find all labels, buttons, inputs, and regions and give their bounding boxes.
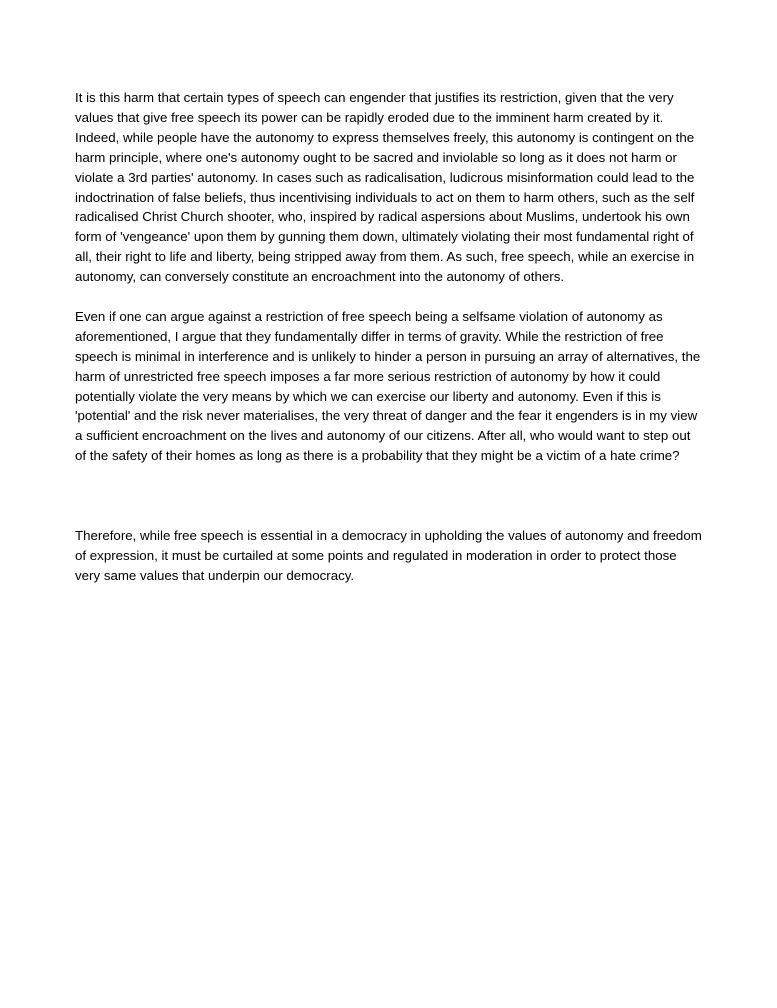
document-body: [75, 88, 702, 586]
paragraph-gravity-counterargument: Even if one can argue against a restriction of free speech being a selfsame violation of autonomy as aforementioned, I argue that they fundamentally differ in terms of gravity. While the restriction of free speech is minimal in interference and is unlikely to hinder a person in pursuing an array of alternatives, the harm of unrestricted free speech imposes a far more serious restriction of autonomy by how it could potentially violate the very means by which we can exercise our liberty and autonomy. Even if this is 'potential' and the risk never materialises, the very threat of danger and the fear it engenders is in my view a sufficient encroachment on the lives and autonomy of our citizens. After all, who would want to step out of the safety of their homes as long as there is a probability that they might be a victim of a hate crime?: [75, 308, 701, 464]
paragraph-harm-restriction: It is this harm that certain types of speech can engender that justifies its restriction, given that the very values that give free speech its power can be rapidly eroded due to the imminent harm created by it. Indeed, while people have the autonomy to express themselves freely, this autonomy is contingent on the harm principle, where one's autonomy ought to be sacred and inviolable so long as it does not harm or violate a 3rd parties' autonomy. In cases such as radicalisation, ludicrous misinformation could lead to the indoctrination of false beliefs, thus incentivising individuals to act on them to harm others, such as the self radicalised Christ Church shooter, who, inspired by radical aspersions about Muslims, undertook his own form of 'vengeance' upon them by gunning them down, ultimately violating their most fundamental right of all, their right to life and liberty, being stripped away from them. As such, free speech, while an exercise in autonomy, can conversely constitute an encroachment into the autonomy of others.: [75, 90, 695, 285]
paragraph-blank-spacer: [75, 486, 702, 506]
paragraph-conclusion: Therefore, while free speech is essential in a democracy in upholding the values of autonomy and freedom of expression, it must be curtailed at some points and regulated in moderation in order to protect those very same values that underpin our democracy.: [75, 527, 702, 583]
